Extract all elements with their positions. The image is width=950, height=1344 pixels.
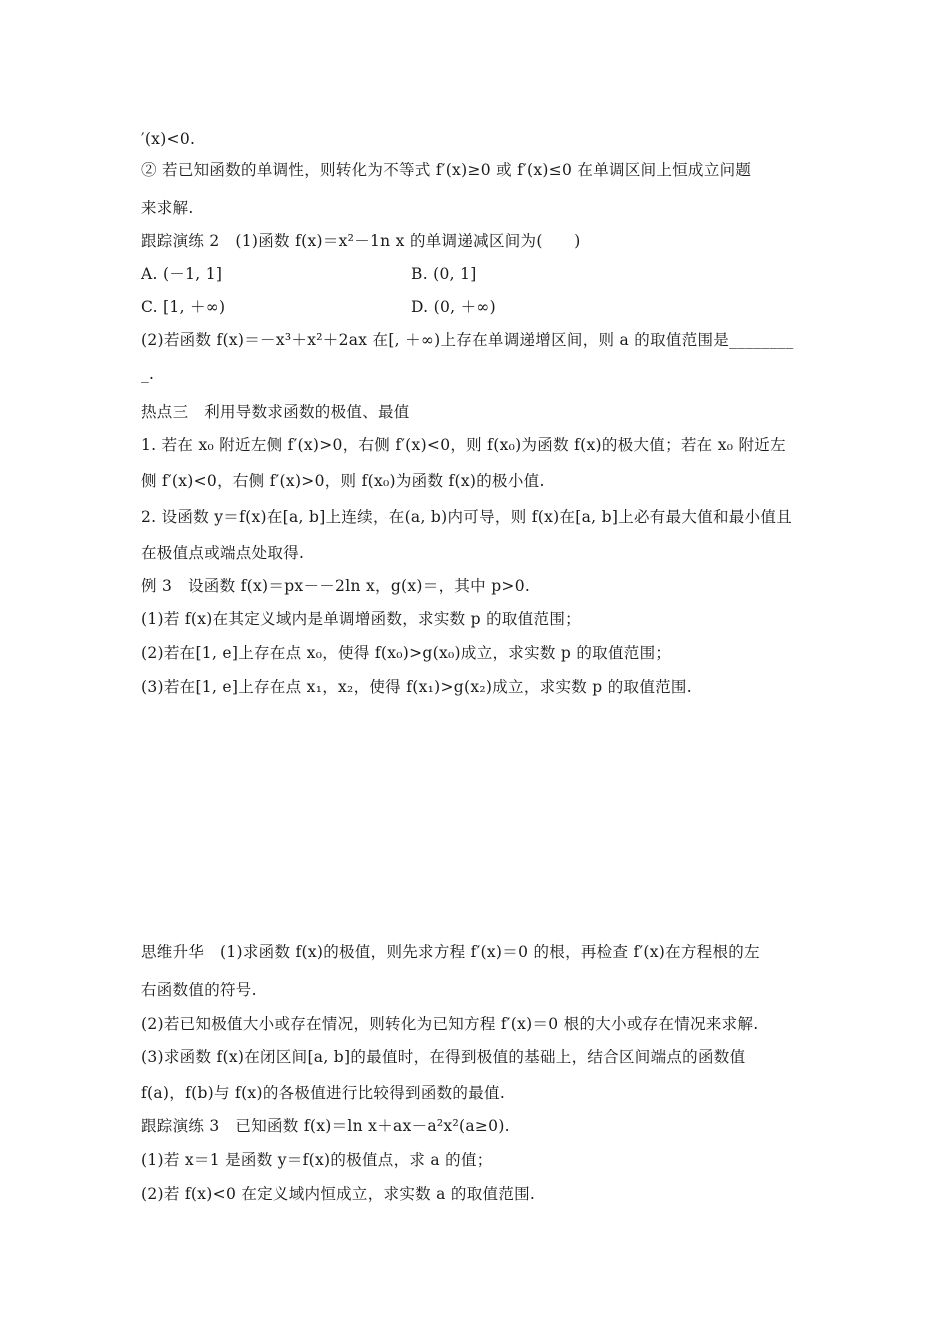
- text-line: (2)若已知极值大小或存在情况，则转化为已知方程 f′(x)＝0 根的大小或存在情况来求解.: [141, 1015, 759, 1033]
- option-row: [141, 296, 813, 318]
- option-b: B. (0, 1]: [411, 265, 477, 283]
- text-line: ′(x)<0.: [141, 130, 196, 148]
- section-heading: 热点三 利用导数求函数的极值、最值: [141, 403, 410, 421]
- text-line: 2. 设函数 y＝f(x)在[a, b]上连续，在(a, b)内可导，则 f(x)在[a, b]上必有最大值和最小值且: [141, 508, 793, 526]
- summary-heading: 思维升华 (1)求函数 f(x)的极值，则先求方程 f′(x)＝0 的根，再检查 f′(x)在方程根的左: [141, 943, 760, 961]
- exercise-heading: 跟踪演练 3 已知函数 f(x)＝ln x＋ax－a²x²(a≥0).: [141, 1117, 510, 1135]
- text-line: 来求解.: [141, 199, 194, 217]
- text-line: _.: [141, 365, 155, 383]
- text-line: (2)若 f(x)<0 在定义域内恒成立，求实数 a 的取值范围.: [141, 1185, 536, 1203]
- text-line: 右函数值的符号.: [141, 981, 257, 999]
- text-line: (3)求函数 f(x)在闭区间[a, b]的最值时，在得到极值的基础上，结合区间端点的函数值: [141, 1048, 746, 1066]
- text-line: f(a)，f(b)与 f(x)的各极值进行比较得到函数的最值.: [141, 1084, 506, 1102]
- text-line: (2)若在[1, e]上存在点 x₀，使得 f(x₀)>g(x₀)成立，求实数 p 的取值范围；: [141, 644, 672, 662]
- text-line: 1. 若在 x₀ 附近左侧 f′(x)>0，右侧 f′(x)<0，则 f(x₀)为函数 f(x)的极大值；若在 x₀ 附近左: [141, 436, 786, 454]
- option-c: C. [1, ＋∞): [141, 298, 226, 316]
- option-row: [141, 263, 813, 285]
- text-line: ② 若已知函数的单调性，则转化为不等式 f′(x)≥0 或 f′(x)≤0 在单调区间上恒成立问题: [141, 161, 752, 179]
- text-line: (3)若在[1, e]上存在点 x₁，x₂，使得 f(x₁)>g(x₂)成立，求实数 p 的取值范围.: [141, 678, 692, 696]
- exercise-heading: 跟踪演练 2 (1)函数 f(x)＝x²－1n x 的单调递减区间为( ): [141, 232, 581, 250]
- option-a: A. (－1, 1]: [141, 265, 223, 283]
- text-line: (1)若 f(x)在其定义域内是单调增函数，求实数 p 的取值范围；: [141, 610, 581, 628]
- text-line: (1)若 x＝1 是函数 y＝f(x)的极值点，求 a 的值；: [141, 1151, 493, 1169]
- example-heading: 例 3 设函数 f(x)＝px－－2ln x，g(x)＝，其中 p>0.: [141, 577, 531, 595]
- text-line: 侧 f′(x)<0，右侧 f′(x)>0，则 f(x₀)为函数 f(x)的极小值.: [141, 472, 545, 490]
- text-line: 在极值点或端点处取得.: [141, 544, 305, 562]
- option-d: D. (0, ＋∞): [411, 298, 496, 316]
- text-line: (2)若函数 f(x)＝－x³＋x²＋2ax 在[, ＋∞)上存在单调递增区间，则 a 的取值范围是________: [141, 331, 794, 349]
